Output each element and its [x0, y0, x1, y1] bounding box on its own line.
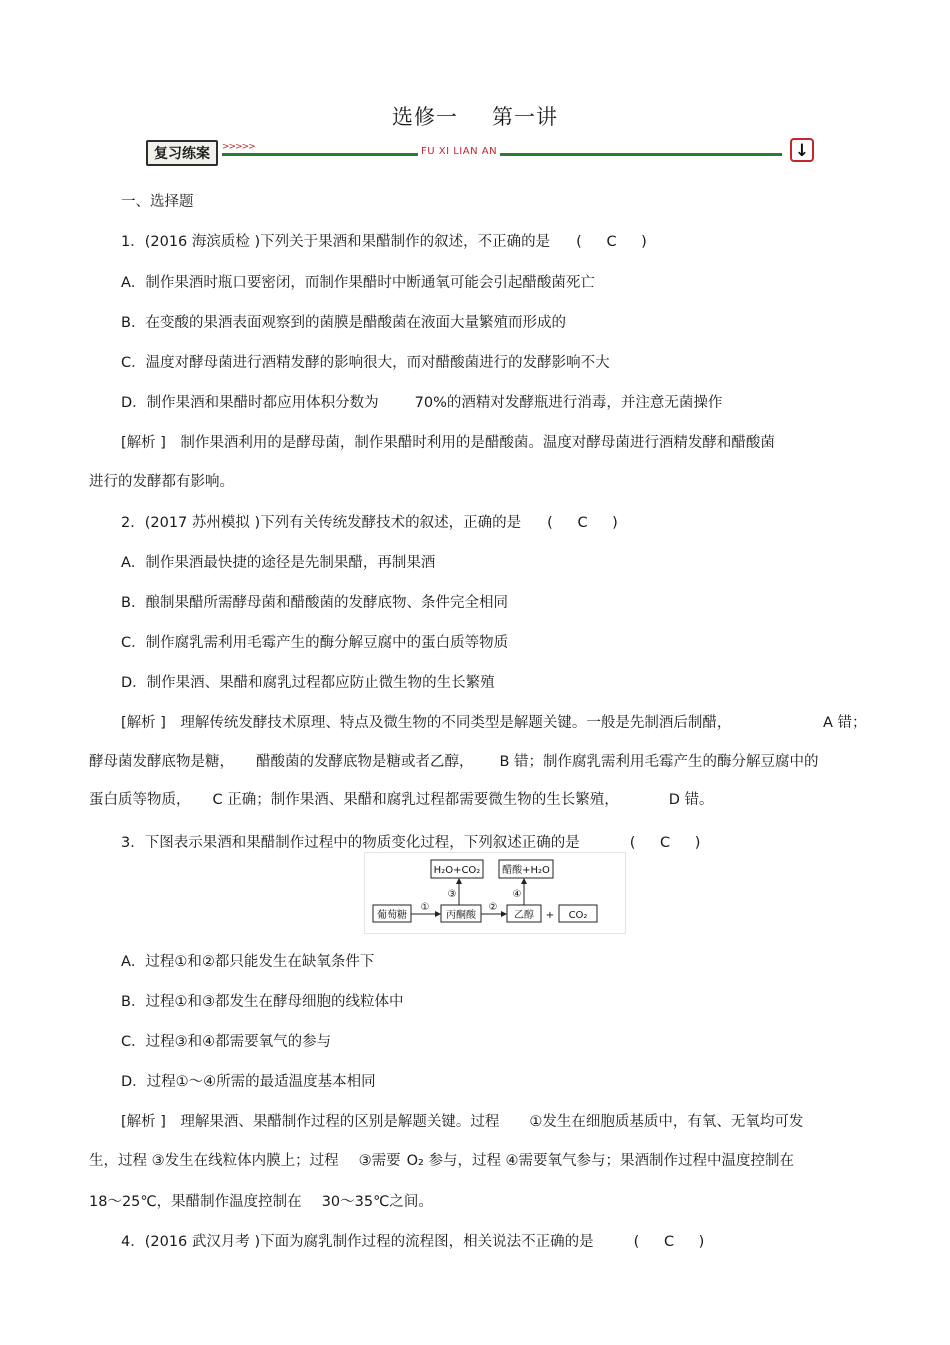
title-part2: 第一讲	[492, 105, 558, 129]
q1-explanation-line1: [解析 ] 制作果酒利用的是酵母菌，制作果醋时利用的是醋酸菌。温度对酵母菌进行酒精发酵和醋酸菌	[121, 435, 775, 451]
q3-exp2-part3: O₂ 参与，过程 ④需要氧气参与；果酒制作过程中温度控制在	[406, 1153, 795, 1169]
q2-option-d: D．制作果酒、果醋和腐乳过程都应防止微生物的生长繁殖	[121, 675, 495, 691]
q1-explanation-line2: 进行的发酵都有影响。	[89, 474, 234, 490]
q3-option-a: A．过程①和②都只能发生在缺氧条件下	[121, 954, 375, 970]
q1-option-d	[121, 393, 722, 413]
q3-stem-text: 3．下图表示果酒和果醋制作过程中的物质变化过程，下列叙述正确的是	[121, 835, 580, 851]
q1-answer: ( C )	[576, 234, 657, 250]
q2-option-a: A．制作果酒最快捷的途径是先制果醋，再制果酒	[121, 555, 436, 571]
label-pyruvate: 丙酮酸	[446, 910, 476, 921]
q4-stem-text: 4．(2016 武汉月考 )下面为腐乳制作过程的流程图，相关说法不正确的是	[121, 1234, 594, 1250]
banner-pinyin: FU XI LIAN AN	[418, 146, 500, 157]
q1-option-c: C．温度对酵母菌进行酒精发酵的影响很大，而对醋酸菌进行的发酵影响不大	[121, 355, 610, 371]
label-h2o-co2: H₂O+CO₂	[433, 865, 481, 876]
q2-exp3-part3: D 错。	[668, 792, 714, 808]
q2-answer: ( C )	[547, 515, 628, 531]
banner-arrows: >>>>>	[222, 142, 255, 152]
q2-exp2-part1: 酵母菌发酵底物是糖，	[89, 754, 234, 770]
q2-explanation-line1-end: A 错；	[823, 715, 867, 731]
q2-option-c: C．制作腐乳需利用毛霉产生的酶分解豆腐中的蛋白质等物质	[121, 635, 509, 651]
q2-exp2-part2: 醋酸菌的发酵底物是糖或者乙醇，	[256, 754, 474, 770]
q2-exp3-part2: C 正确；制作果酒、果醋和腐乳过程都需要微生物的生长繁殖，	[212, 792, 619, 808]
download-arrow-icon[interactable]: ↓	[790, 138, 814, 162]
q3-exp1-part1: [解析 ] 理解果酒、果醋制作过程的区别是解题关键。过程	[121, 1114, 500, 1130]
q3-exp3-part2: 30～35℃之间。	[321, 1194, 433, 1210]
q3-exp1-part2: ①发生在细胞质基质中，有氧、无氧均可发	[529, 1114, 804, 1130]
label-step2: ②	[488, 902, 498, 913]
q1-option-d-part1: D．制作果酒和果醋时都应用体积分数为	[121, 395, 379, 411]
q1-option-b: B．在变酸的果酒表面观察到的菌膜是醋酸菌在液面大量繁殖而形成的	[121, 315, 566, 331]
q3-exp3-part1: 18～25℃，果醋制作温度控制在	[89, 1194, 302, 1210]
q4-answer: ( C )	[633, 1234, 715, 1250]
metabolism-diagram	[364, 852, 626, 934]
label-step4: ④	[512, 889, 522, 900]
label-plus: +	[545, 910, 555, 921]
q2-explanation-line2	[89, 752, 819, 772]
title-part1: 选修一	[392, 105, 458, 129]
label-acetic: 醋酸+H₂O	[502, 865, 550, 876]
label-step3: ③	[447, 889, 457, 900]
page-title	[0, 101, 950, 131]
q3-option-c: C．过程③和④都需要氧气的参与	[121, 1034, 332, 1050]
q1-stem-text: 1．(2016 海滨质检 )下列关于果酒和果醋制作的叙述，不正确的是	[121, 234, 551, 250]
label-co2: CO₂	[568, 910, 588, 921]
q3-exp2-part2: ③需要	[358, 1153, 401, 1169]
q2-option-b: B．酿制果醋所需酵母菌和醋酸菌的发酵底物、条件完全相同	[121, 595, 508, 611]
q3-explanation-line2	[89, 1151, 794, 1171]
q1-stem	[121, 232, 657, 252]
q3-explanation-line3	[89, 1192, 433, 1212]
label-ethanol: 乙醇	[514, 910, 534, 921]
label-glucose: 葡萄糖	[377, 910, 407, 921]
q3-exp2-part1: 生，过程 ③发生在线粒体内膜上；过程	[89, 1153, 339, 1169]
q3-option-b: B．过程①和③都发生在酵母细胞的线粒体中	[121, 994, 404, 1010]
section-heading: 一、选择题	[121, 194, 194, 210]
q2-explanation-line1: [解析 ] 理解传统发酵技术原理、特点及微生物的不同类型是解题关键。一般是先制酒后制醋，	[121, 715, 732, 731]
q3-option-d: D．过程①～④所需的最适温度基本相同	[121, 1074, 376, 1090]
q2-stem	[121, 513, 628, 533]
q1-option-a: A．制作果酒时瓶口要密闭，而制作果醋时中断通氧可能会引起醋酸菌死亡	[121, 275, 595, 291]
q2-exp2-part3: B 错；制作腐乳需利用毛霉产生的酶分解豆腐中的	[499, 754, 819, 770]
banner-line	[222, 153, 782, 156]
q2-exp3-part1: 蛋白质等物质，	[89, 792, 191, 808]
review-banner	[146, 138, 814, 168]
label-step1: ①	[420, 902, 430, 913]
q3-answer: ( C )	[629, 835, 711, 851]
q2-explanation-line3	[89, 790, 714, 810]
q3-stem	[121, 833, 710, 853]
q3-explanation-line1	[121, 1112, 803, 1132]
q2-stem-text: 2．(2017 苏州模拟 )下列有关传统发酵技术的叙述，正确的是	[121, 515, 522, 531]
q1-option-d-part2: 70%的酒精对发酵瓶进行消毒，并注意无菌操作	[414, 395, 723, 411]
banner-badge: 复习练案	[146, 140, 218, 166]
q4-stem	[121, 1232, 714, 1252]
